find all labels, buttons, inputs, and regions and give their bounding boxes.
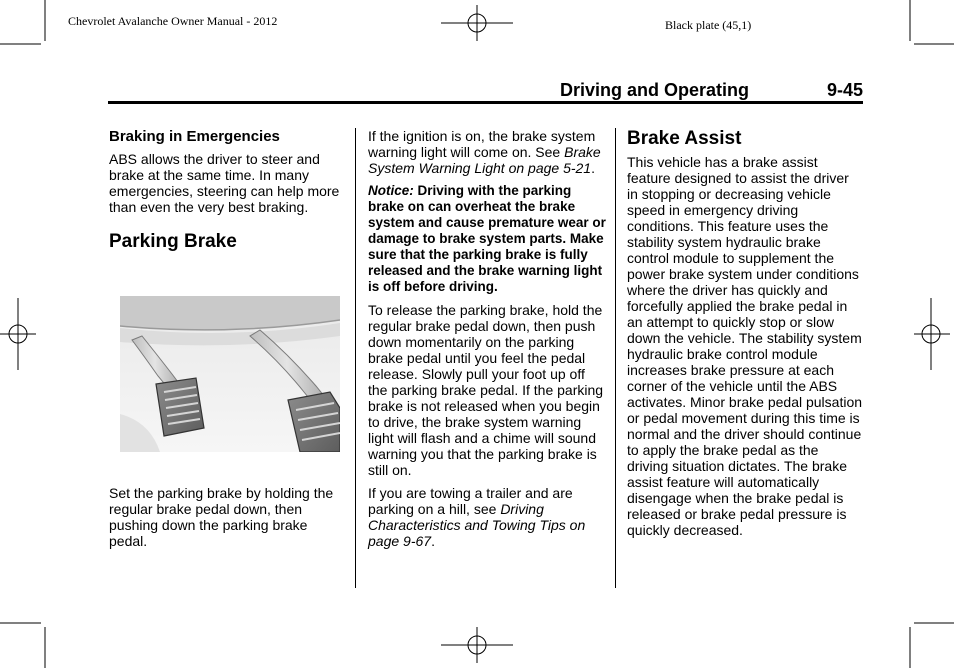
- column-divider-2: [615, 128, 616, 588]
- column-1: [109, 128, 347, 253]
- notice-text: Driving with the parking brake on can overheat the brake system and cause premature wear or damage to brake system parts. Make sure that the parking brake is fully released and the brake warning light is off before driving.: [368, 183, 606, 294]
- plate-label: Black plate (45,1): [665, 18, 752, 32]
- page-number: 9-45: [826, 80, 863, 100]
- section-title: Driving and Operating: [560, 80, 750, 100]
- column-divider-1: [355, 128, 356, 588]
- parking-brake-title: Parking Brake: [109, 231, 237, 252]
- brake-pedal-pad: [156, 378, 204, 436]
- release-instructions-para: To release the parking brake, hold the regular brake pedal down, then push down momentarily on the parking brake pedal until you feel the pedal release. Slowly pull your foot up off the parking brake pedal. If the parking brake is not released when you begin to drive, the brake system warning light will flash and a chime will sound warning you that the parking brake is still on.: [368, 302, 604, 478]
- figure-caption: Set the parking brake by holding the regular brake pedal down, then pushing down the parking brake pedal.: [109, 485, 334, 549]
- brake-assist-title: Brake Assist: [627, 128, 742, 149]
- notice-block: [368, 183, 608, 295]
- warning-light-para: If the ignition is on, the brake system warning light will come on. See Brake System Warning Light on page 5-21.: [368, 128, 601, 176]
- notice-label: Notice:: [368, 183, 414, 198]
- column-2: [368, 128, 608, 549]
- towing-para: If you are towing a trailer and are parking on a hill, see Driving Characteristics and Towing Tips on page 9-67.: [368, 485, 586, 549]
- registration-mark-top: [441, 5, 513, 41]
- registration-mark-left: [0, 298, 36, 370]
- header-rule: [108, 101, 863, 104]
- towing-reference: Driving Characteristics and Towing Tips on page 9-67: [368, 501, 586, 549]
- parking-brake-pedals-illustration: [120, 296, 340, 452]
- braking-emergencies-heading: Braking in Emergencies: [109, 128, 280, 145]
- braking-emergencies-text: ABS allows the driver to steer and brake at the same time. In many emergencies, steering can help more than even the very best braking.: [109, 151, 340, 215]
- column-3: [627, 128, 863, 538]
- registration-mark-bottom: [441, 627, 513, 663]
- manual-title: Chevrolet Avalanche Owner Manual - 2012: [68, 14, 278, 28]
- warning-light-reference: Brake System Warning Light on page 5-21: [368, 144, 601, 176]
- section-header: [560, 80, 863, 101]
- registration-mark-right: [914, 298, 950, 370]
- brake-assist-text: This vehicle has a brake assist feature designed to assist the driver in stopping or decreasing vehicle speed in emergency driving conditions. This feature uses the stability system hydraulic brake control module to supplement the power brake system under conditions where the driver has quickly and forcefully applied the brake pedal in an attempt to quickly stop or slow down the vehicle. The stability system hydraulic brake control module increases brake pressure at each corner of the vehicle until the ABS activates. Minor brake pedal pulsation or pedal movement during this time is normal and the driver should continue to apply the brake pedal as the driving situation dictates. The brake assist feature will automatically disengage when the brake pedal is released or brake pedal pressure is quickly decreased.: [627, 154, 863, 538]
